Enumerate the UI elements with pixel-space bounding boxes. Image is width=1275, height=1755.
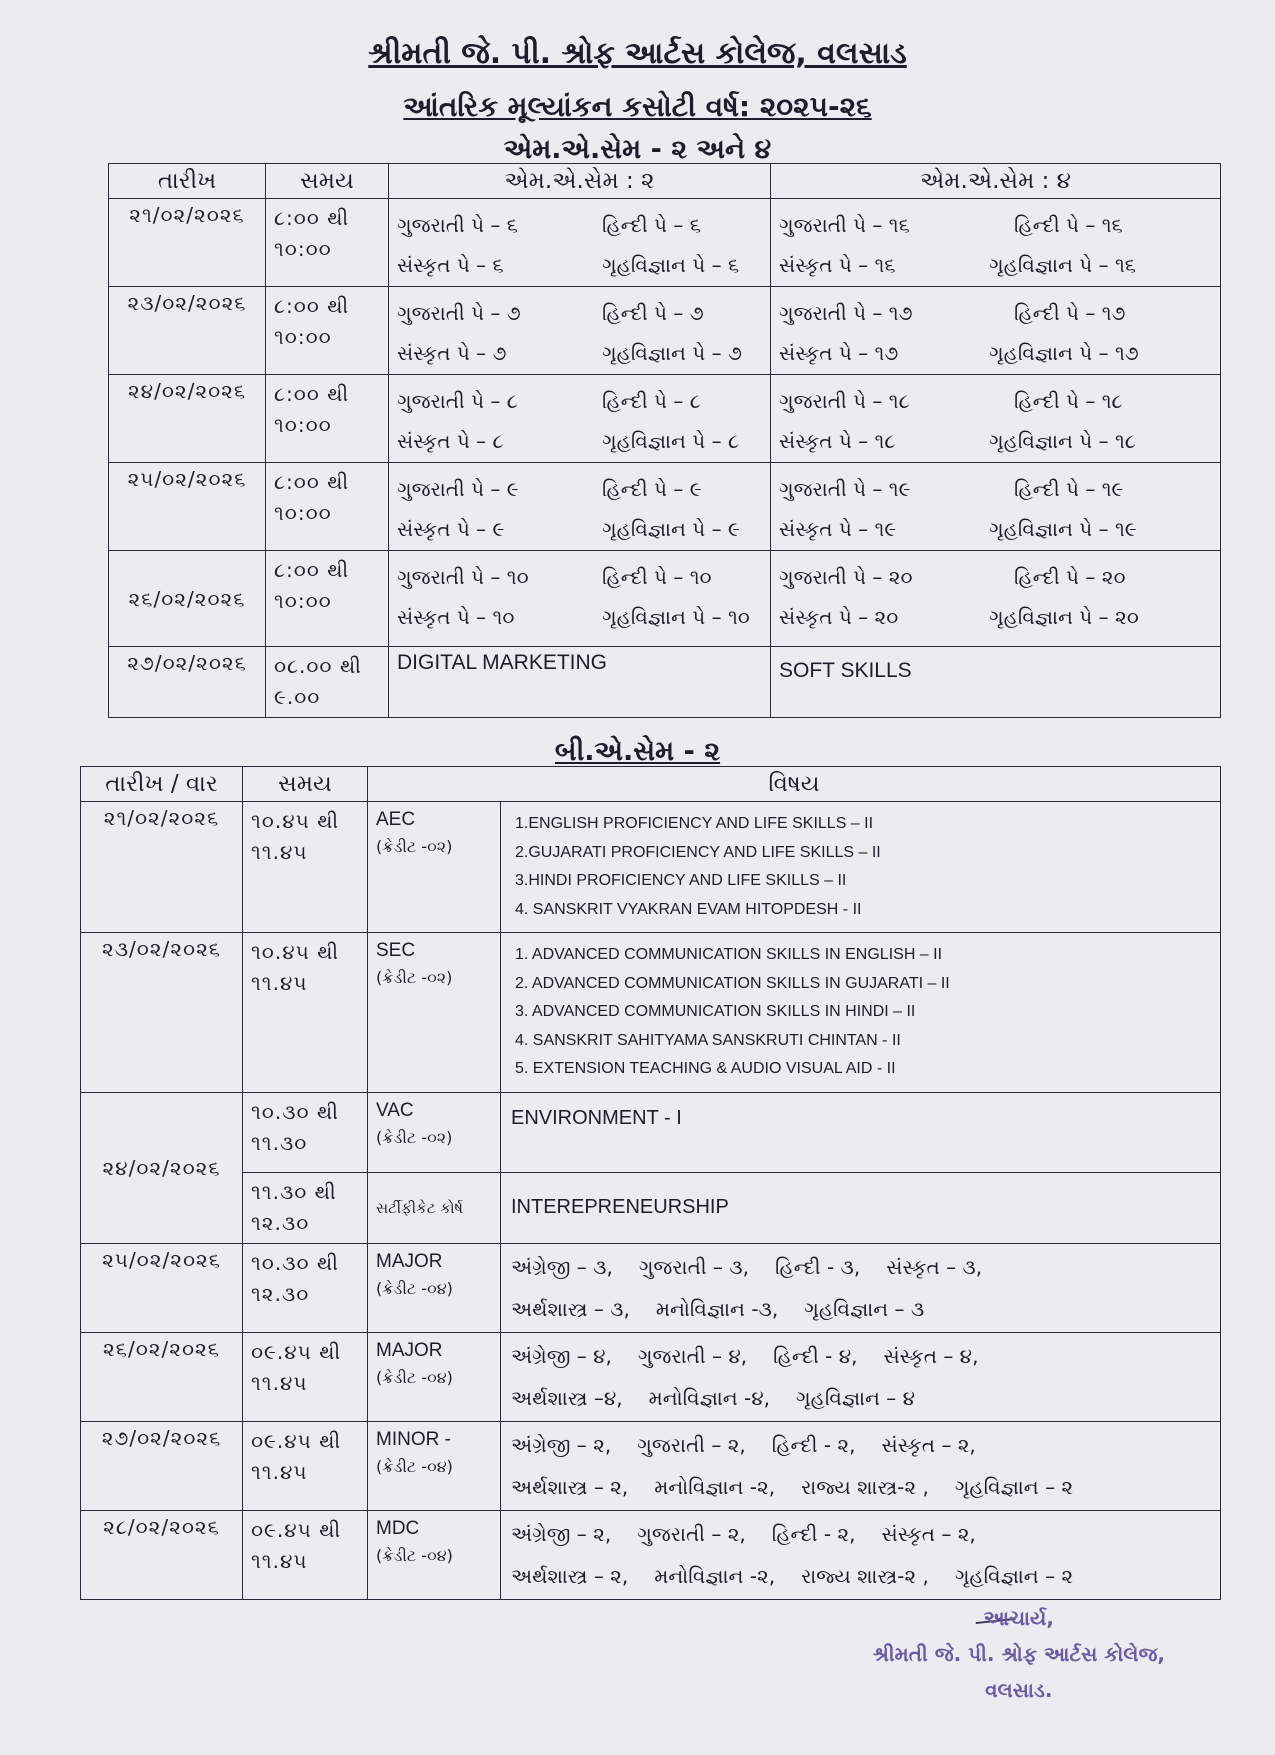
paper-sanskrit: સંસ્કૃત પે – ૧૦ (397, 605, 515, 629)
table-row (81, 1510, 1221, 1599)
table-row (81, 1332, 1221, 1421)
subject-item: ગૃહવિજ્ઞાન – ૨ (954, 1474, 1074, 1499)
subject-item: ગુજરાતી – ૪, (637, 1343, 748, 1368)
time-start: ૧૦.૩૦ થી (251, 1099, 339, 1124)
paper-sanskrit: સંસ્કૃત પે – ૯ (397, 517, 505, 541)
time-start: ૮:૦૦ થી (274, 470, 350, 494)
sem4-papers (771, 287, 1221, 375)
col-time: સમય (266, 164, 389, 199)
subject-item: ગૃહવિજ્ઞાન – ૪ (796, 1385, 916, 1410)
credit-label: (ક્રેડીટ -૦૨) (376, 837, 453, 856)
signature-city: વલસાડ. (985, 1678, 1053, 1702)
subject-list (501, 802, 1221, 933)
sem4-papers (771, 463, 1221, 551)
sem2-papers (389, 287, 771, 375)
row-date: ૨૮/૦૨/૨૦૨૬ (81, 1510, 243, 1599)
code-label: SEC (376, 940, 416, 961)
subject-line-2 (511, 1466, 1210, 1508)
time-end: ૧૧.૪૫ (251, 971, 308, 995)
paper-home-science: ગૃહવિજ્ઞાન પે – ૭ (602, 341, 742, 365)
row-time (243, 1172, 368, 1243)
time-start: ૧૦.૪૫ થી (251, 809, 340, 833)
paper-gujarati: ગુજરાતી પે – ૧૮ (779, 389, 910, 413)
time-end: ૧૧.૩૦ (251, 1130, 308, 1155)
table-row (81, 802, 1221, 933)
ba-major-rows (81, 1243, 1221, 1599)
row-date: ૨૪/૦૨/૨૦૨૬ (109, 375, 266, 463)
subject-groups (501, 1421, 1221, 1510)
paper-hindi: હિન્દી પે – ૮ (602, 389, 701, 413)
table-row (81, 1421, 1221, 1510)
sem4-subject: SOFT SKILLS (771, 647, 1221, 718)
time-end: ૧૨.૩૦ (251, 1210, 310, 1235)
row-date: ૨૬/૦૨/૨૦૨૬ (81, 1332, 243, 1421)
row-time (243, 1332, 368, 1421)
subject-item: અંગ્રેજી – ૩, (511, 1254, 613, 1279)
paper-hindi: હિન્દી પે – ૭ (602, 301, 704, 325)
subject-item: અર્થશાસ્ત્ર – ૨, (511, 1563, 629, 1588)
paper-sanskrit: સંસ્કૃત પે – ૭ (397, 341, 507, 365)
code-label: AEC (376, 809, 416, 830)
subject-item: સંસ્કૃત – ૩, (886, 1254, 983, 1279)
subject-line-1 (511, 1335, 1210, 1377)
row-time (266, 551, 389, 647)
paper-hindi: હિન્દી પે – ૧૭ (1014, 301, 1126, 325)
sem4-papers (771, 199, 1221, 287)
time-start: ૦૯.૪૫ થી (251, 1517, 342, 1542)
time-end: ૧૦:૦૦ (274, 237, 332, 261)
paper-home-science: ગૃહવિજ્ઞાન પે – ૧૮ (989, 429, 1136, 453)
paper-home-science: ગૃહવિજ્ઞાન પે – ૬ (602, 253, 740, 277)
credit-label: (ક્રેડીટ -૦૪) (376, 1278, 453, 1298)
subject-item: મનોવિજ્ઞાન -૪, (648, 1385, 771, 1410)
subject-item: રાજ્ય શાસ્ત્ર-૨ , (801, 1563, 929, 1588)
sem2-papers (389, 375, 771, 463)
credit-label: (ક્રેડીટ -૦૨) (376, 968, 453, 987)
paper-gujarati: ગુજરાતી પે – ૨૦ (779, 565, 913, 589)
subject-item: સંસ્કૃત – ૨, (881, 1521, 976, 1546)
row-time (266, 287, 389, 375)
list-item: 2.GUJARATI PROFICIENCY AND LIFE SKILLS – II (515, 843, 881, 861)
row-time (243, 1092, 368, 1172)
row-time (243, 1421, 368, 1510)
table-row (109, 287, 1221, 375)
subject-item: હિન્દી - ૪, (773, 1343, 858, 1368)
signature-title: આચાર્ય, (983, 1606, 1054, 1630)
signature-college: શ્રીમતી જે. પી. શ્રોફ આર્ટસ કોલેજ, (872, 1642, 1165, 1666)
time-start: ૦૮.૦૦ થી (274, 654, 362, 678)
code-label: MDC (376, 1517, 420, 1539)
ba-heading: બી.એ.સેમ - ૨ (554, 736, 721, 767)
row-time (266, 463, 389, 551)
subject-line-2 (511, 1288, 1210, 1330)
subject-line-1 (511, 1424, 1210, 1466)
subject-item: હિન્દી - ૨, (771, 1521, 856, 1546)
paper-hindi: હિન્દી પે – ૨૦ (1014, 565, 1126, 589)
paper-hindi: હિન્દી પે – ૧૮ (1014, 389, 1123, 413)
time-end: ૯.૦૦ (274, 685, 321, 709)
course-code (368, 1092, 501, 1172)
table-row (81, 1092, 1221, 1172)
subject-item: અંગ્રેજી – ૨, (511, 1432, 612, 1457)
paper-sanskrit: સંસ્કૃત પે – ૧૬ (779, 253, 896, 277)
subject: INTEREPRENEURSHIP (501, 1172, 1221, 1243)
course-code: સર્ટીફીકેટ કોર્ષ (368, 1172, 501, 1243)
exam-title: આંતરિક મૂલ્યાંકન કસોટી વર્ષ: ૨૦૨૫-૨૬ (403, 90, 872, 123)
sem2-papers (389, 463, 771, 551)
subject-item: સંસ્કૃત – ૨, (881, 1432, 976, 1457)
paper-gujarati: ગુજરાતી પે – ૬ (397, 213, 518, 237)
list-item: 4. SANSKRIT SAHITYAMA SANSKRUTI CHINTAN - II (515, 1031, 901, 1049)
table-row (109, 647, 1221, 718)
time-start: ૦૯.૪૫ થી (251, 1339, 342, 1364)
course-code (368, 802, 501, 933)
sem2-papers (389, 551, 771, 647)
row-time (243, 1510, 368, 1599)
code-label: MAJOR (376, 1339, 443, 1361)
paper-home-science: ગૃહવિજ્ઞાન પે – ૨૦ (989, 605, 1139, 629)
paper-gujarati: ગુજરાતી પે – ૮ (397, 389, 518, 413)
row-time (266, 647, 389, 718)
subject-item: અંગ્રેજી – ૨, (511, 1521, 612, 1546)
table-row (109, 551, 1221, 647)
paper-hindi: હિન્દી પે – ૬ (602, 213, 701, 237)
sem4-papers (771, 375, 1221, 463)
list-item: 3. ADVANCED COMMUNICATION SKILLS IN HINDI – II (515, 1003, 916, 1020)
col-date-day: તારીખ / વાર (81, 767, 243, 802)
time-start: ૮:૦૦ થી (274, 382, 350, 406)
subject-line-2 (511, 1377, 1210, 1419)
paper-sanskrit: સંસ્કૃત પે – ૨૦ (779, 605, 899, 629)
row-date: ૨૧/૦૨/૨૦૨૬ (109, 199, 266, 287)
subject-item: અર્થશાસ્ત્ર – ૩, (511, 1296, 630, 1321)
col-sem2: એમ.એ.સેમ : ૨ (389, 164, 771, 199)
table-row (81, 1172, 1221, 1243)
subject-item: ગૃહવિજ્ઞાન – ૩ (804, 1296, 925, 1321)
subject-item: હિન્દી - ૨, (771, 1432, 856, 1457)
course-code (368, 1510, 501, 1599)
credit-label: (ક્રેડીટ -૦૪) (376, 1456, 453, 1476)
subject-item: ગૃહવિજ્ઞાન – ૨ (954, 1563, 1074, 1588)
table-row (81, 933, 1221, 1093)
ma-rows (109, 199, 1221, 647)
credit-label: (ક્રેડીટ -૦૨) (376, 1127, 453, 1147)
college-name: શ્રીમતી જે. પી. શ્રોફ આર્ટસ કોલેજ, વલસાડ (368, 36, 907, 71)
time-end: ૧૦:૦૦ (274, 589, 332, 613)
table-row (109, 463, 1221, 551)
paper-sanskrit: સંસ્કૃત પે – ૧૯ (779, 517, 897, 541)
subject-line-2 (511, 1555, 1210, 1597)
row-time (243, 933, 368, 1093)
time-end: ૧૧.૪૫ (251, 1548, 308, 1573)
time-start: ૮:૦૦ થી (274, 558, 350, 582)
row-time (243, 802, 368, 933)
code-label: MINOR - (376, 1428, 451, 1450)
course-code (368, 1332, 501, 1421)
code-label: MAJOR (376, 1250, 443, 1272)
list-item: 1.ENGLISH PROFICIENCY AND LIFE SKILLS – II (515, 815, 874, 832)
subject-groups (501, 1243, 1221, 1332)
time-end: ૧૧.૪૫ (251, 840, 308, 864)
col-time: સમય (243, 767, 368, 802)
time-start: ૧૦.૩૦ થી (251, 1250, 339, 1275)
time-start: ૧૦.૪૫ થી (251, 940, 340, 964)
list-item: 2. ADVANCED COMMUNICATION SKILLS IN GUJARATI – II (515, 974, 950, 992)
paper-gujarati: ગુજરાતી પે – ૧૦ (397, 565, 529, 589)
ma-subtitle: એમ.એ.સેમ - ૨ અને ૪ (503, 134, 772, 165)
col-subject: વિષય (368, 767, 1221, 802)
table-row (81, 1243, 1221, 1332)
paper-home-science: ગૃહવિજ્ઞાન પે – ૯ (602, 517, 740, 541)
paper-gujarati: ગુજરાતી પે – ૧૭ (779, 301, 913, 325)
ba-timetable (80, 766, 1221, 1600)
table-row (109, 199, 1221, 287)
paper-home-science: ગૃહવિજ્ઞાન પે – ૧૬ (989, 253, 1136, 277)
credit-label: (ક્રેડીટ -૦૪) (376, 1545, 453, 1565)
row-time (266, 199, 389, 287)
row-date: ૨૭/૦૨/૨૦૨૬ (109, 647, 266, 718)
time-end: ૧૧.૪૫ (251, 1370, 308, 1395)
row-time (243, 1243, 368, 1332)
row-date: ૨૩/૦૨/૨૦૨૬ (109, 287, 266, 375)
paper-hindi: હિન્દી પે – ૧૬ (1014, 213, 1123, 237)
paper-sanskrit: સંસ્કૃત પે – ૮ (397, 429, 504, 453)
list-item: 4. SANSKRIT VYAKRAN EVAM HITOPDESH - II (515, 900, 862, 918)
subject-item: હિન્દી - ૩, (774, 1254, 861, 1279)
paper-hindi: હિન્દી પે – ૯ (602, 477, 702, 501)
paper-hindi: હિન્દી પે – ૧૯ (1014, 477, 1124, 501)
row-date: ૨૫/૦૨/૨૦૨૬ (81, 1243, 243, 1332)
row-date: ૨૪/૦૨/૨૦૨૬ (81, 1092, 243, 1243)
table-row (109, 375, 1221, 463)
sem2-papers (389, 199, 771, 287)
time-end: ૧૦:૦૦ (274, 413, 332, 437)
sem2-subject: DIGITAL MARKETING (389, 647, 771, 718)
row-date: ૨૧/૦૨/૨૦૨૬ (81, 802, 243, 933)
course-code (368, 933, 501, 1093)
subject-line-1 (511, 1246, 1210, 1288)
subject-item: ગુજરાતી – ૨, (637, 1432, 746, 1457)
ma-timetable (108, 163, 1221, 718)
row-date: ૨૫/૦૨/૨૦૨૬ (109, 463, 266, 551)
time-end: ૧૧.૪૫ (251, 1459, 308, 1484)
sem4-papers (771, 551, 1221, 647)
subject-item: મનોવિજ્ઞાન -૩, (655, 1296, 779, 1321)
list-item: 1. ADVANCED COMMUNICATION SKILLS IN ENGLISH – II (515, 946, 943, 963)
ma-header-row (109, 164, 1221, 199)
row-date: ૨૬/૦૨/૨૦૨૬ (109, 551, 266, 647)
subject-item: સંસ્કૃત – ૪, (883, 1343, 979, 1368)
col-date: તારીખ (109, 164, 266, 199)
subject-item: મનોવિજ્ઞાન -૨, (654, 1563, 776, 1588)
subject-list (501, 933, 1221, 1093)
paper-home-science: ગૃહવિજ્ઞાન પે – ૧૭ (989, 341, 1139, 365)
paper-home-science: ગૃહવિજ્ઞાન પે – ૮ (602, 429, 739, 453)
paper-home-science: ગૃહવિજ્ઞાન પે – ૧૯ (989, 517, 1137, 541)
time-start: ૮:૦૦ થી (274, 294, 350, 318)
list-item: 3.HINDI PROFICIENCY AND LIFE SKILLS – II (515, 872, 847, 889)
paper-gujarati: ગુજરાતી પે – ૧૯ (779, 477, 911, 501)
subject: ENVIRONMENT - I (501, 1092, 1221, 1172)
paper-gujarati: ગુજરાતી પે – ૯ (397, 477, 519, 501)
subject-groups (501, 1332, 1221, 1421)
time-start: ૮:૦૦ થી (274, 206, 350, 230)
col-sem4: એમ.એ.સેમ : ૪ (771, 164, 1221, 199)
paper-sanskrit: સંસ્કૃત પે – ૧૮ (779, 429, 896, 453)
time-end: ૧૦:૦૦ (274, 501, 332, 525)
subject-item: રાજ્ય શાસ્ત્ર-૨ , (801, 1474, 929, 1499)
subject-item: ગુજરાતી – ૨, (637, 1521, 746, 1546)
course-code (368, 1421, 501, 1510)
subject-item: મનોવિજ્ઞાન -૨, (654, 1474, 776, 1499)
principal-signature (873, 1600, 1165, 1708)
paper-home-science: ગૃહવિજ્ઞાન પે – ૧૦ (602, 605, 750, 629)
subject-item: અંગ્રેજી – ૪, (511, 1343, 612, 1368)
subject-item: ગુજરાતી – ૩, (638, 1254, 749, 1279)
time-start: ૦૯.૪૫ થી (251, 1428, 342, 1453)
time-end: ૧૦:૦૦ (274, 325, 332, 349)
row-date: ૨૩/૦૨/૨૦૨૬ (81, 933, 243, 1093)
time-end: ૧૨.૩૦ (251, 1281, 310, 1306)
course-code (368, 1243, 501, 1332)
subject-item: અર્થશાસ્ત્ર –૪, (511, 1385, 623, 1410)
subject-line-1 (511, 1513, 1210, 1555)
code-label: VAC (376, 1099, 414, 1121)
paper-gujarati: ગુજરાતી પે – ૭ (397, 301, 521, 325)
paper-sanskrit: સંસ્કૃત પે – ૬ (397, 253, 504, 277)
list-item: 5. EXTENSION TEACHING & AUDIO VISUAL AID - II (515, 1060, 896, 1077)
credit-label: (ક્રેડીટ -૦૪) (376, 1367, 453, 1387)
paper-sanskrit: સંસ્કૃત પે – ૧૭ (779, 341, 899, 365)
ba-header-row (81, 767, 1221, 802)
paper-gujarati: ગુજરાતી પે – ૧૬ (779, 213, 910, 237)
subject-item: અર્થશાસ્ત્ર – ૨, (511, 1474, 629, 1499)
subject-groups (501, 1510, 1221, 1599)
row-time (266, 375, 389, 463)
paper-hindi: હિન્દી પે – ૧૦ (602, 565, 712, 589)
time-start: ૧૧.૩૦ થી (251, 1179, 337, 1204)
row-date: ૨૭/૦૨/૨૦૨૬ (81, 1421, 243, 1510)
